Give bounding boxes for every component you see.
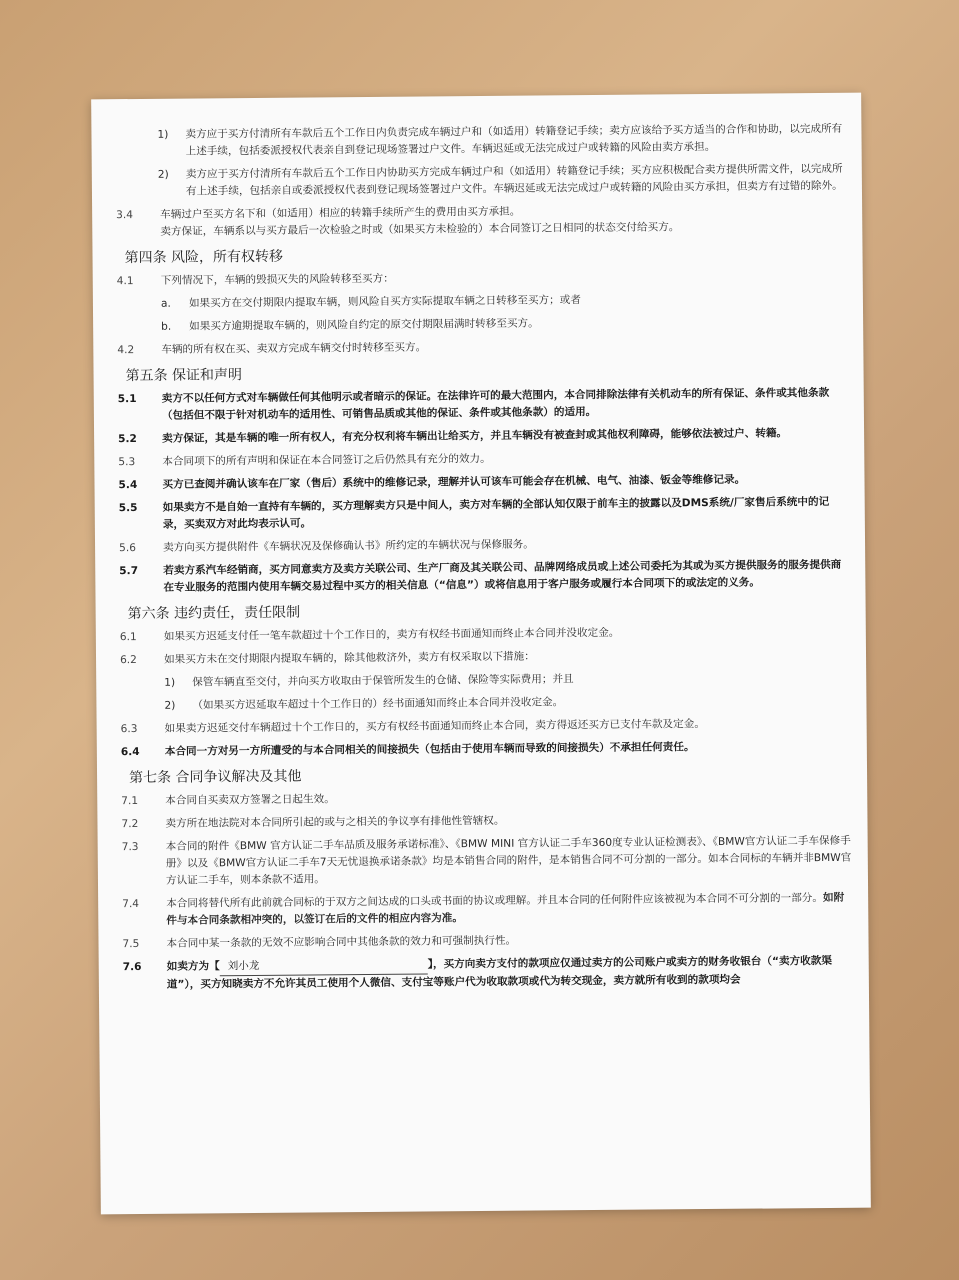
clause-4-1-item-b (117, 313, 847, 336)
clause-number: 7.5 (122, 937, 140, 951)
clause-7-4 (122, 890, 852, 930)
clause-4-1-item-a (117, 290, 847, 313)
clause-3-3-item-1 (115, 121, 845, 161)
clause-6-2-item-2 (120, 692, 850, 715)
clause-number: 6.2 (119, 654, 137, 667)
clause-5-4 (118, 471, 848, 494)
clause-number: 5.7 (119, 564, 139, 578)
clause-number: 3.4 (116, 209, 134, 222)
clause-number: 7.2 (121, 817, 139, 831)
clause-number: 5.5 (118, 501, 138, 515)
item-text: 如果买方逾期提取车辆的，则风险自约定的原交付期限届满时转移至买方。 (189, 317, 539, 333)
clause-7-2 (121, 810, 851, 833)
clause-number: 7.6 (122, 960, 142, 974)
clause-text: 卖方保证，其是车辆的唯一所有权人，有充分权利将车辆出让给买方，并且车辆没有被查封或其他权利障碍，能够依法被过户、转籍。 (162, 427, 788, 445)
clause-number: 4.2 (117, 344, 135, 357)
clause-5-3 (118, 448, 848, 471)
clause-number: 4.1 (116, 275, 134, 288)
clause-text (167, 953, 853, 994)
item-text: 保管车辆直至交付，并向买方收取由于保管所发生的仓储、保险等实际费用；并且 (192, 673, 574, 689)
clause-text-normal: 本合同将替代所有此前就合同标的于双方之间达成的口头或书面的协议或理解。并且本合同的任何附件应该被视为本合同不可分割的一部分。 (166, 892, 824, 910)
clause-text: 若卖方系汽车经销商，买方同意卖方及卖方关联公司、生产厂商及其关联公司、品牌网络成员或上述公司委托为其或为买方提供服务的服务提供商在专业服务的范围内使用车辆交易过程中买方的相关信息（“信息”）或将信息用于客户服务或履行本合同项下的或法定的义务。 (163, 558, 842, 594)
clause-number: 5.2 (118, 432, 137, 446)
clause-text: 如果买方迟延支付任一笔车款超过十个工作日的，卖方有权经书面通知而终止本合同并没收定金。 (163, 626, 620, 643)
item-text: 卖方应于买方付清所有车款后五个工作日内负责完成车辆过户和（如适用）转籍登记手续；卖方应该给予买方适当的合作和协助，以完成所有上述手续，包括委派授权代表亲自到登记现场签署过户文件。车辆迟延或无法完成过户或转籍的风险由卖方承担。 (185, 122, 843, 158)
clause-number: 6.1 (119, 631, 137, 644)
clause-text: 下列情况下，车辆的毁损灭失的风险转移至买方： (160, 272, 394, 287)
clause-7-5 (122, 930, 852, 953)
item-number: 2) (157, 168, 169, 181)
payment-channel-text: 】，买方向卖方支付的款项应仅通过卖方的公司账户或卖方的财务收银台（“卖方收款渠道”），买方知晓卖方不允许其员工使用个人微信、支付宝等账户代为收取款项或代为转交现金，卖方就所有收到的款项均会 (166, 954, 832, 991)
clause-text: 本合同中某一条款的无效不应影响合同中其他条款的效力和可强制执行性。 (166, 934, 517, 950)
clause-number: 6.4 (120, 745, 140, 759)
clause-5-5 (119, 494, 849, 534)
clause-number: 7.1 (121, 794, 139, 808)
seller-name-field: 刘小龙 (220, 956, 428, 976)
clause-4-2 (117, 336, 847, 359)
clause-7-1 (121, 787, 851, 810)
clause-6-3 (121, 715, 851, 738)
clause-6-1 (120, 623, 850, 646)
clause-text: 车辆过户至买方名下和（如适用）相应的转籍手续所产生的费用由买方承担。 (160, 205, 521, 221)
clause-5-1 (118, 385, 848, 425)
clause-5-7 (119, 557, 849, 597)
clause-number: 5.1 (117, 392, 137, 406)
item-number: b. (161, 320, 172, 333)
clause-6-4 (121, 738, 851, 761)
item-number: 1) (157, 128, 169, 141)
item-text: 如果买方在交付期限内提取车辆，则风险自买方实际提取车辆之日转移至买方；或者 (188, 294, 581, 310)
clause-text: 本合同项下的所有声明和保证在本合同签订之后仍然具有充分的效力。 (162, 452, 491, 468)
clause-text: 买方已查阅并确认该车在厂家（售后）系统中的维修记录，理解并认可该车可能会存在机械、电气、油漆、钣金等维修记录。 (162, 473, 746, 491)
item-number: a. (160, 297, 171, 310)
clause-6-2 (120, 646, 850, 669)
clause-text: 卖方向买方提供附件《车辆状况及保修确认书》所约定的车辆状况与保修服务。 (163, 538, 534, 554)
clause-text: 如果卖方不是自始一直持有车辆的，买方理解卖方只是中间人，卖方对车辆的全部认知仅限于前车主的披露以及DMS系统/厂家售后系统中的记录，买卖双方对此均表示认可。 (162, 495, 830, 531)
clause-text: 本合同一方对另一方所遭受的与本合同相关的间接损失（包括由于使用车辆而导致的间接损失）不承担任何责任。 (164, 741, 695, 758)
clause-4-1 (117, 267, 847, 290)
clause-text: 本合同的附件《BMW 官方认证二手车品质及服务承诺标准》、《BMW MINI 官方认证二手车360度专业认证检测表》、《BMW官方认证二手车保修手册》以及《BMW官方认证二手车7天无忧退换承诺条款》均是本销售合同的附件，是本销售合同不可分割的一部分。如本合同标的车辆并非BMW官方认证二手车，则本条款不适用。 (165, 834, 852, 887)
clause-number: 7.3 (121, 840, 139, 854)
section-5-title: 第五条 保证和声明 (125, 367, 243, 385)
clause-7-3 (122, 833, 852, 890)
clause-5-2 (118, 425, 848, 448)
clause-text-bold: 如附件与本合同条款相冲突的，以签订在后的文件的相应内容为准。 (166, 891, 845, 927)
clause-text (166, 890, 852, 930)
clause-number: 5.4 (118, 478, 138, 492)
section-4-title: 第四条 风险，所有权转移 (124, 248, 284, 267)
section-7-title: 第七条 合同争议解决及其他 (129, 768, 302, 787)
item-number: 2) (164, 699, 176, 712)
item-number: 1) (164, 676, 176, 689)
seller-prefix: 如卖方为【 (166, 960, 220, 973)
clause-7-6 (123, 953, 853, 994)
clause-5-6 (119, 534, 849, 557)
clause-text: 如果买方未在交付期限内提取车辆的，除其他救济外，卖方有权采取以下措施： (163, 650, 535, 666)
clause-number: 5.3 (118, 456, 136, 469)
clause-text: 卖方不以任何方式对车辆做任何其他明示或者暗示的保证。在法律许可的最大范围内，本合同排除法律有关机动车的所有保证、条件或其他条款（包括但不限于针对机动车的适用性、可销售品质或其他的保证、条件或其他条款）的适用。 (161, 386, 830, 422)
clause-text: 卖方所在地法院对本合同所引起的或与之相关的争议享有排他性管辖权。 (165, 814, 505, 830)
contract-content (115, 121, 853, 1000)
item-text: （如果买方迟延取车超过十个工作日的）经书面通知而终止本合同并没收定金。 (192, 696, 564, 712)
clause-6-2-item-1 (120, 669, 850, 692)
clause-number: 5.6 (119, 542, 136, 555)
clause-3-4-continued: 卖方保证，车辆系以与买方最后一次检验之时或（如果买方未检验的）本合同签订之日相同的状态交付给买方。 (160, 221, 680, 238)
contract-page (91, 93, 871, 1215)
clause-3-3-item-2 (116, 161, 846, 201)
clause-number: 7.4 (122, 897, 140, 911)
section-6-title: 第六条 违约责任，责任限制 (127, 604, 301, 623)
clause-number: 6.3 (120, 723, 138, 736)
clause-text: 车辆的所有权在买、卖双方完成车辆交付时转移至买方。 (161, 341, 427, 356)
item-text: 卖方应于买方付清所有车款后五个工作日内协助买方完成车辆过户和（如适用）转籍登记手续；买方应积极配合卖方提供所需文件，以完成所有上述手续，包括亲自或委派授权代表到登记现场签署过户文件。车辆迟延或无法完成过户或转籍的风险由买方承担，但卖方有过错的除外。 (185, 162, 843, 198)
clause-text: 本合同自买卖双方签署之日起生效。 (165, 793, 335, 807)
clause-text: 如果卖方迟延交付车辆超过十个工作日的，买方有权经书面通知而终止本合同，卖方得返还买方已支付车款及定金。 (164, 718, 705, 735)
